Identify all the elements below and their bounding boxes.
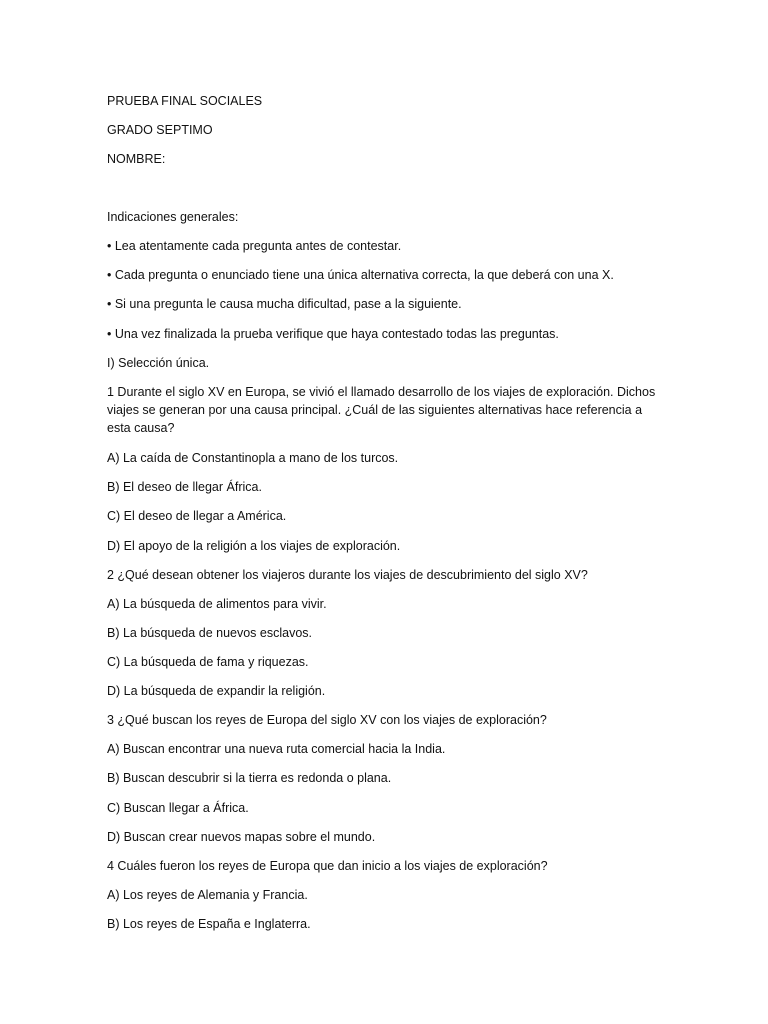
instruction-item: • Cada pregunta o enunciado tiene una única alternativa correcta, la que deberá con una X. [107,268,614,282]
answer-option: C) La búsqueda de fama y riquezas. [107,655,309,669]
answer-option: D) La búsqueda de expandir la religión. [107,684,326,698]
answer-option: B) Buscan descubrir si la tierra es redonda o plana. [107,771,392,785]
question-text: 2 ¿Qué desean obtener los viajeros durante los viajes de descubrimiento del siglo XV? [107,568,588,582]
answer-option: B) El deseo de llegar África. [107,480,262,494]
grade-label: GRADO SEPTIMO [107,123,213,137]
document-title: PRUEBA FINAL SOCIALES [107,94,263,108]
section-title: I) Selección única. [107,356,210,370]
question-text: 1 Durante el siglo XV en Europa, se vivió el llamado desarrollo de los viajes de exploración. Dichos viajes se generan por una causa principal. ¿Cuál de las siguientes alternativas hace referencia a esta causa? [107,385,656,435]
instruction-item: • Una vez finalizada la prueba verifique que haya contestado todas las preguntas. [107,327,559,341]
answer-option: C) Buscan llegar a África. [107,801,249,815]
name-label: NOMBRE: [107,152,166,166]
answer-option: C) El deseo de llegar a América. [107,509,287,523]
answer-option: B) Los reyes de España e Inglaterra. [107,917,311,931]
instructions-heading: Indicaciones generales: [107,210,239,224]
instruction-item: • Si una pregunta le causa mucha dificultad, pase a la siguiente. [107,297,462,311]
question-text: 4 Cuáles fueron los reyes de Europa que dan inicio a los viajes de exploración? [107,859,548,873]
answer-option: D) El apoyo de la religión a los viajes de exploración. [107,539,401,553]
answer-option: A) La caída de Constantinopla a mano de los turcos. [107,451,399,465]
question-text: 3 ¿Qué buscan los reyes de Europa del siglo XV con los viajes de exploración? [107,713,547,727]
instruction-item: • Lea atentamente cada pregunta antes de contestar. [107,239,402,253]
answer-option: A) Los reyes de Alemania y Francia. [107,888,308,902]
answer-option: A) Buscan encontrar una nueva ruta comercial hacia la India. [107,742,446,756]
answer-option: A) La búsqueda de alimentos para vivir. [107,597,327,611]
answer-option: B) La búsqueda de nuevos esclavos. [107,626,312,640]
answer-option: D) Buscan crear nuevos mapas sobre el mundo. [107,830,376,844]
